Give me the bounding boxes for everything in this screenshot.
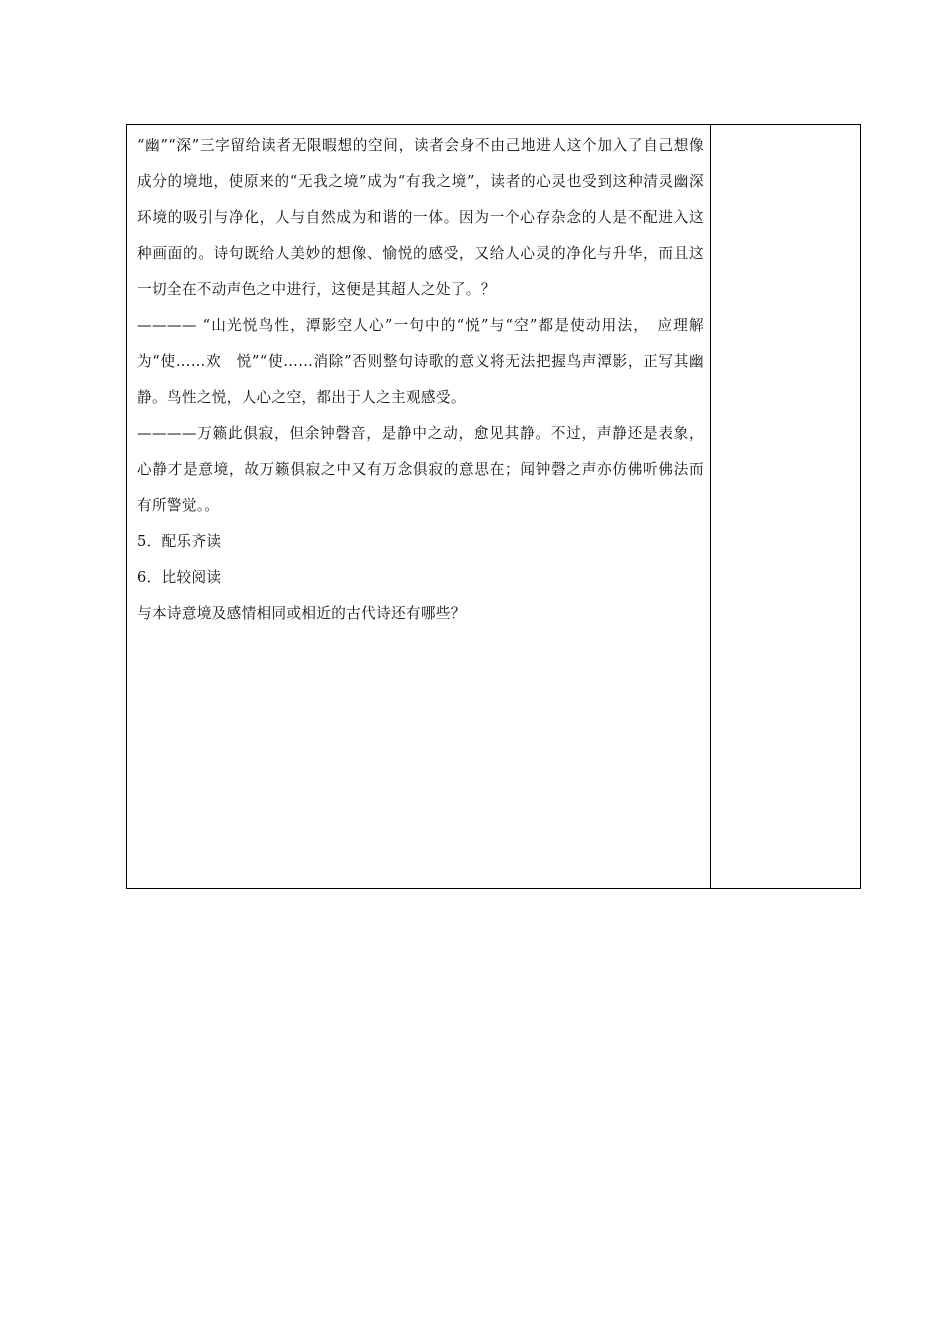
paragraph-silence: ————万籁此俱寂，但余钟磬音，是静中之动，愈见其静。不过，声静还是表象，心静才是意境，故万籁俱寂之中又有万念俱寂的意思在；闻钟磬之声亦仿佛听佛法而有所警觉。。 xyxy=(137,425,704,514)
lesson-table xyxy=(126,124,861,889)
paragraph-interpretation: “幽”“深”三字留给读者无限暇想的空间，读者会身不由己地进人这个加入了自己想像成分的境地，使原来的“无我之境”成为“有我之境”，读者的心灵也受到这种清灵幽深环境的吸引与净化，人与自然成为和谐的一体。因为一个心存杂念的人是不配进入这种画面的。诗句既给人美妙的想像、愉悦的感受，又给人心灵的净化与升华，而且这一切全在不动声色之中进行，这便是其超人之处了。？ xyxy=(137,137,704,298)
step-music-reading: 5．配乐齐读 xyxy=(137,533,222,550)
notes-cell xyxy=(711,125,860,888)
paragraph-mountain-light: ———— “山光悦鸟性，潭影空人心”一句中的“悦”与“空”都是使动用法， 应理解为“使……欢 悦”“使……消除”否则整句诗歌的意义将无法把握鸟声潭影，正写其幽静。鸟性之悦，人心之空，都出于人之主观感受。 xyxy=(137,317,704,406)
step-comparative-reading: 6．比较阅读 xyxy=(137,569,222,586)
content-cell xyxy=(127,125,711,888)
question-similar-poems: 与本诗意境及感情相同或相近的古代诗还有哪些？ xyxy=(137,605,466,622)
